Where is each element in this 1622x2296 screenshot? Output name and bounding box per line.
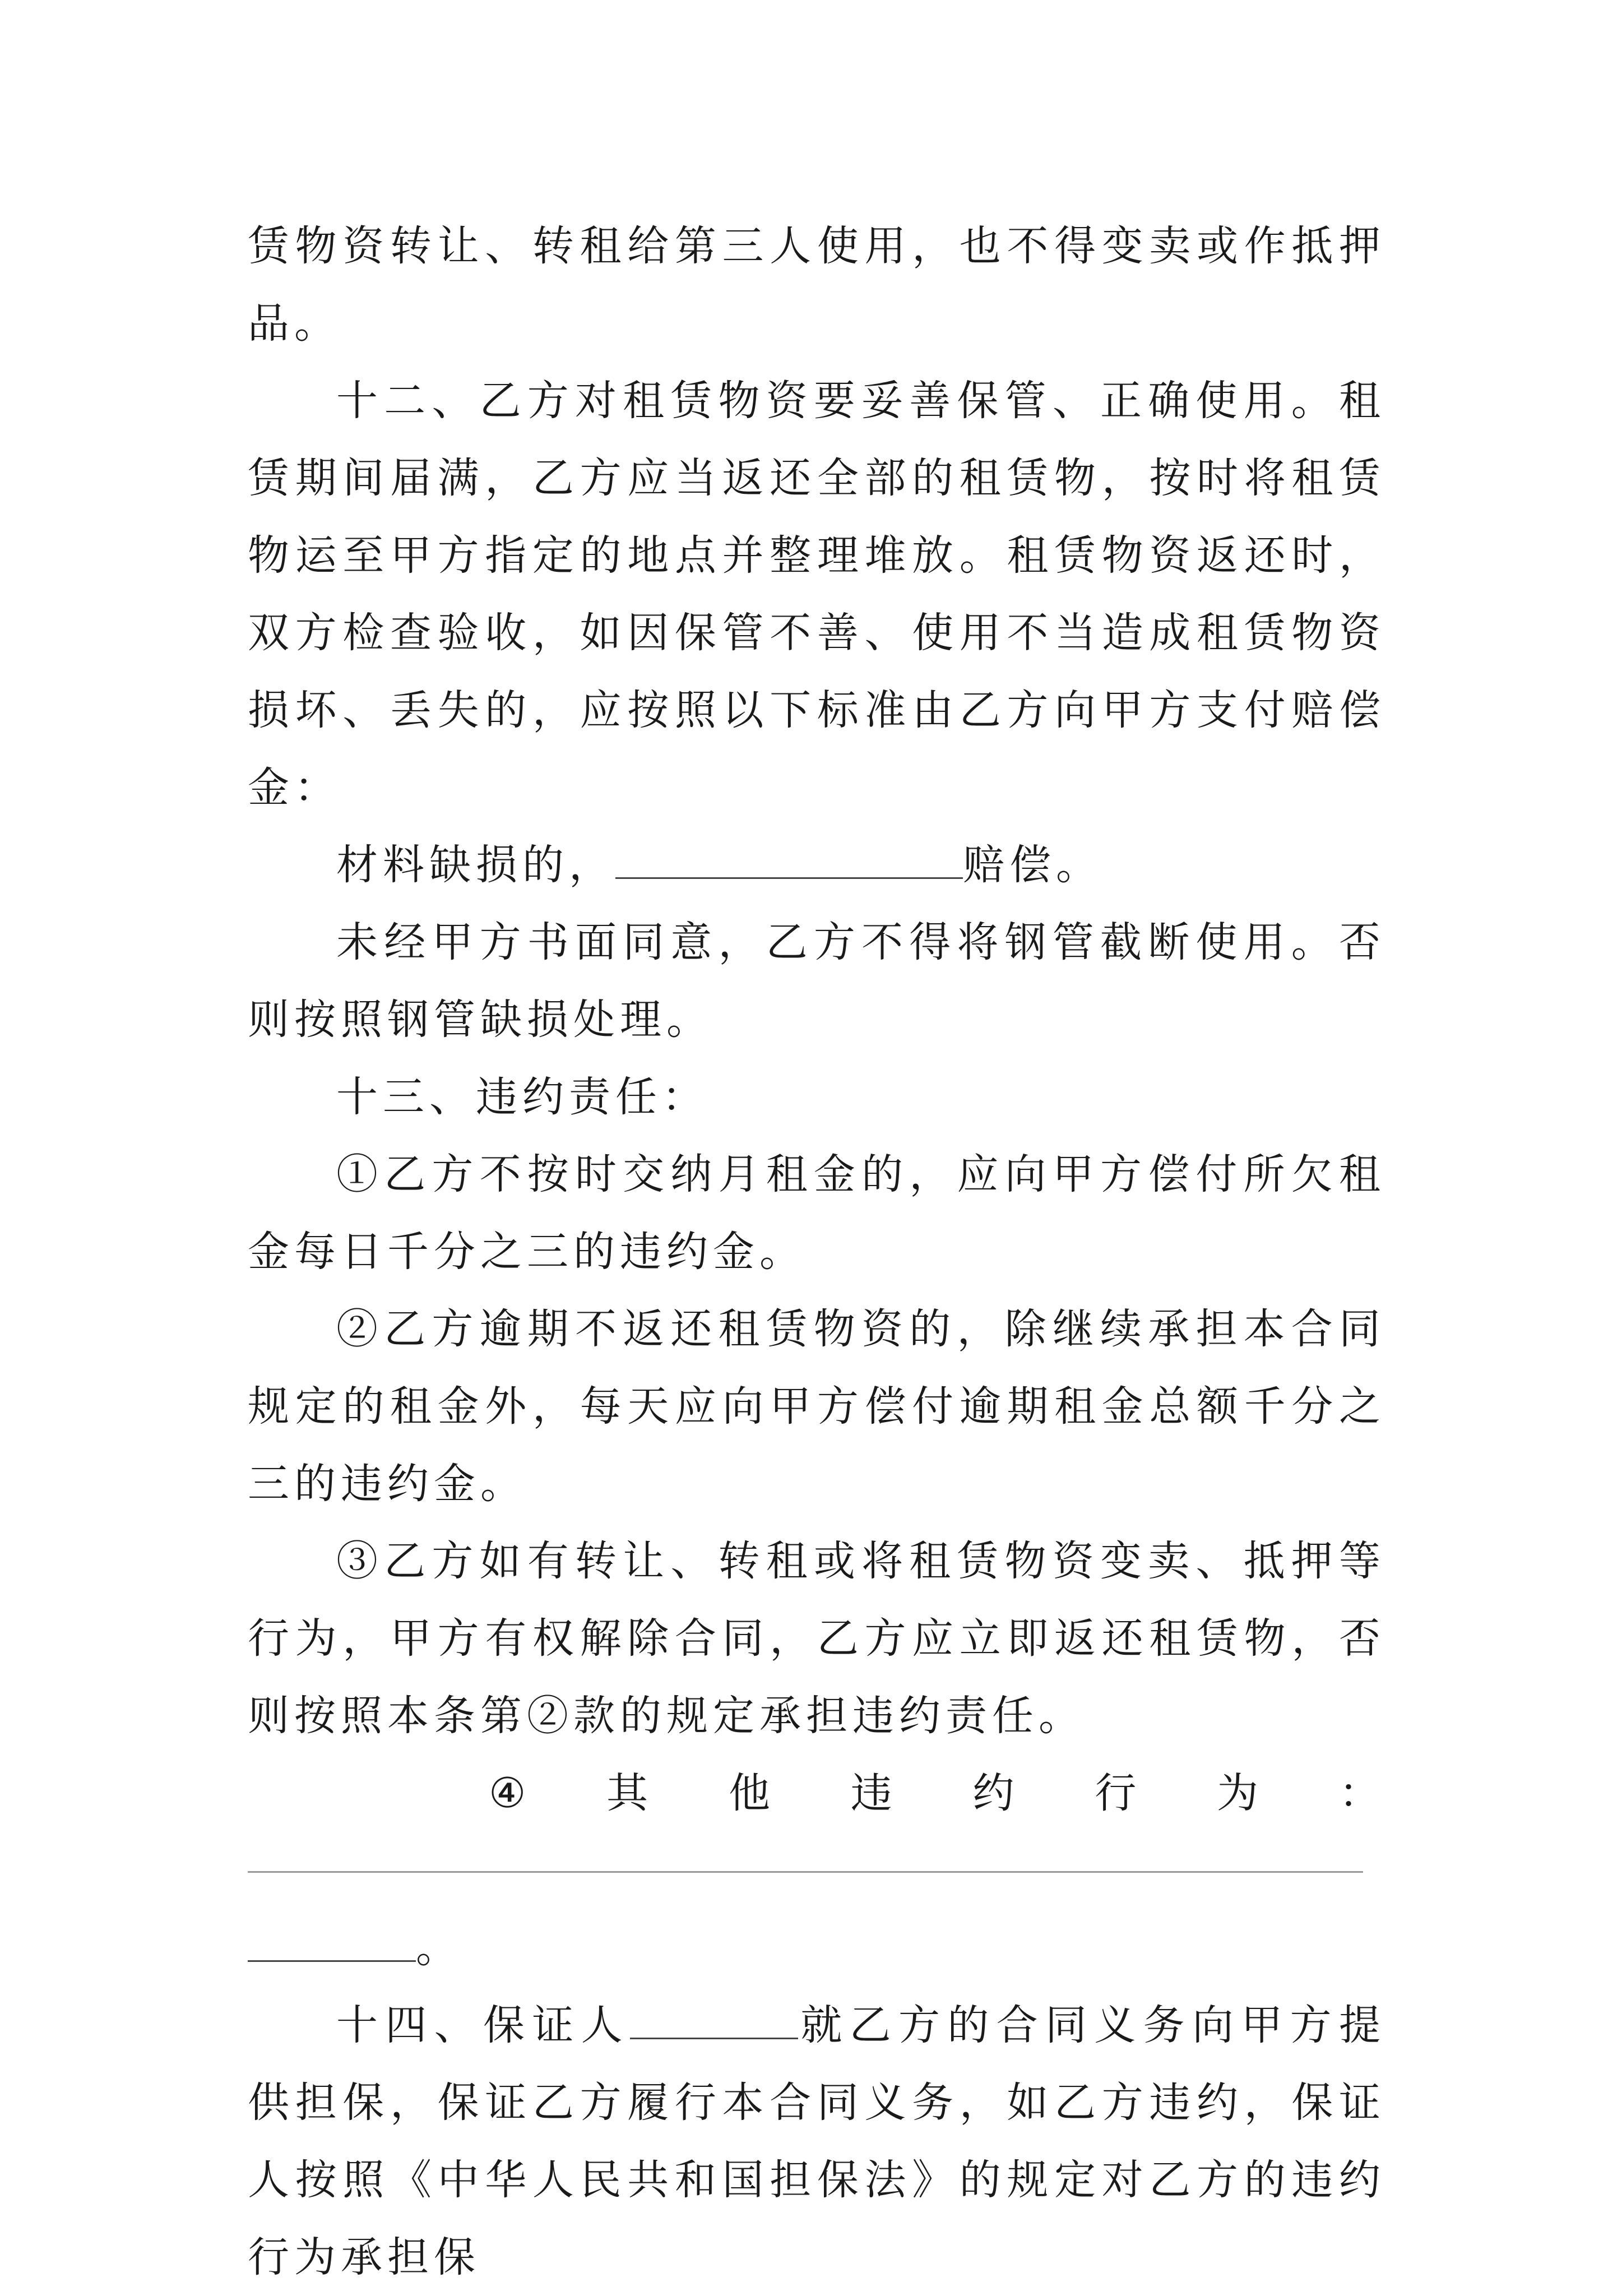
clause-12: 十二、乙方对租赁物资要妥善保管、正确使用。租赁期间届满，乙方应当返还全部的租赁物，按时将租赁物运至甲方指定的地点并整理堆放。租赁物资返还时，双方检查验收，如因保管不善、使用不当造成租赁物资损坏、丢失的，应按照以下标准由乙方向甲方支付赔偿金： <box>248 377 1385 812</box>
clause-12-pipe-cutting: 未经甲方书面同意，乙方不得将钢管截断使用。否则按照钢管缺损处理。 <box>248 918 1385 1044</box>
item-4-char: 约 <box>972 1769 1019 1817</box>
compensation-blank <box>615 840 963 879</box>
item-4-fill-line-end <box>248 1909 1385 1987</box>
clause-13-item-4 <box>248 1755 1385 1832</box>
compensation-label: 材料缺损的， <box>336 841 615 889</box>
item-4-char: 违 <box>850 1769 897 1817</box>
paragraph-continuation: 赁物资转让、转租给第三人使用，也不得变卖或作抵押品。 <box>248 222 1385 348</box>
compensation-suffix: 赔偿。 <box>963 841 1102 889</box>
clause-13-heading: 十三、违约责任： <box>336 1073 708 1121</box>
guarantor-blank <box>630 2001 798 2039</box>
item-4-char: 行 <box>1095 1769 1142 1817</box>
fill-in-rule <box>248 1871 1363 1873</box>
guarantor-text: 就乙方的合同义务向甲方提供担保，保证乙方履行本合同义务，如乙方违约，保证人按照《中华人民共和国担保法》的规定对乙方的违约行为承担保 <box>248 2001 1385 2281</box>
item-4-char: 其 <box>606 1769 654 1817</box>
clause-13-item-2: ②乙方逾期不返还租赁物资的，除继续承担本合同规定的租金外，每天应向甲方偿付逾期租金总额千分之三的违约金。 <box>248 1305 1385 1508</box>
guarantor-label: 十四、保证人 <box>336 2001 630 2049</box>
clause-12-compensation-line <box>248 826 1385 904</box>
item-4-char: 他 <box>728 1769 775 1817</box>
item-4-char: ： <box>1338 1769 1385 1817</box>
clause-13-item-1: ①乙方不按时交纳月租金的，应向甲方偿付所欠租金每日千分之三的违约金。 <box>248 1150 1385 1276</box>
document-body <box>248 207 1385 2296</box>
item-4-char: ④ <box>489 1769 531 1817</box>
clause-13-item-3: ③乙方如有转让、转租或将租赁物资变卖、抵押等行为，甲方有权解除合同，乙方应立即返还租赁物，否则按照本条第②款的规定承担违约责任。 <box>248 1537 1385 1740</box>
item-4-char: 为 <box>1217 1769 1264 1817</box>
line-end-period: 。 <box>416 1924 462 1972</box>
item-4-fill-line <box>248 1832 1385 1909</box>
clause-14 <box>248 1987 1385 2296</box>
short-fill-blank <box>248 1923 416 1962</box>
